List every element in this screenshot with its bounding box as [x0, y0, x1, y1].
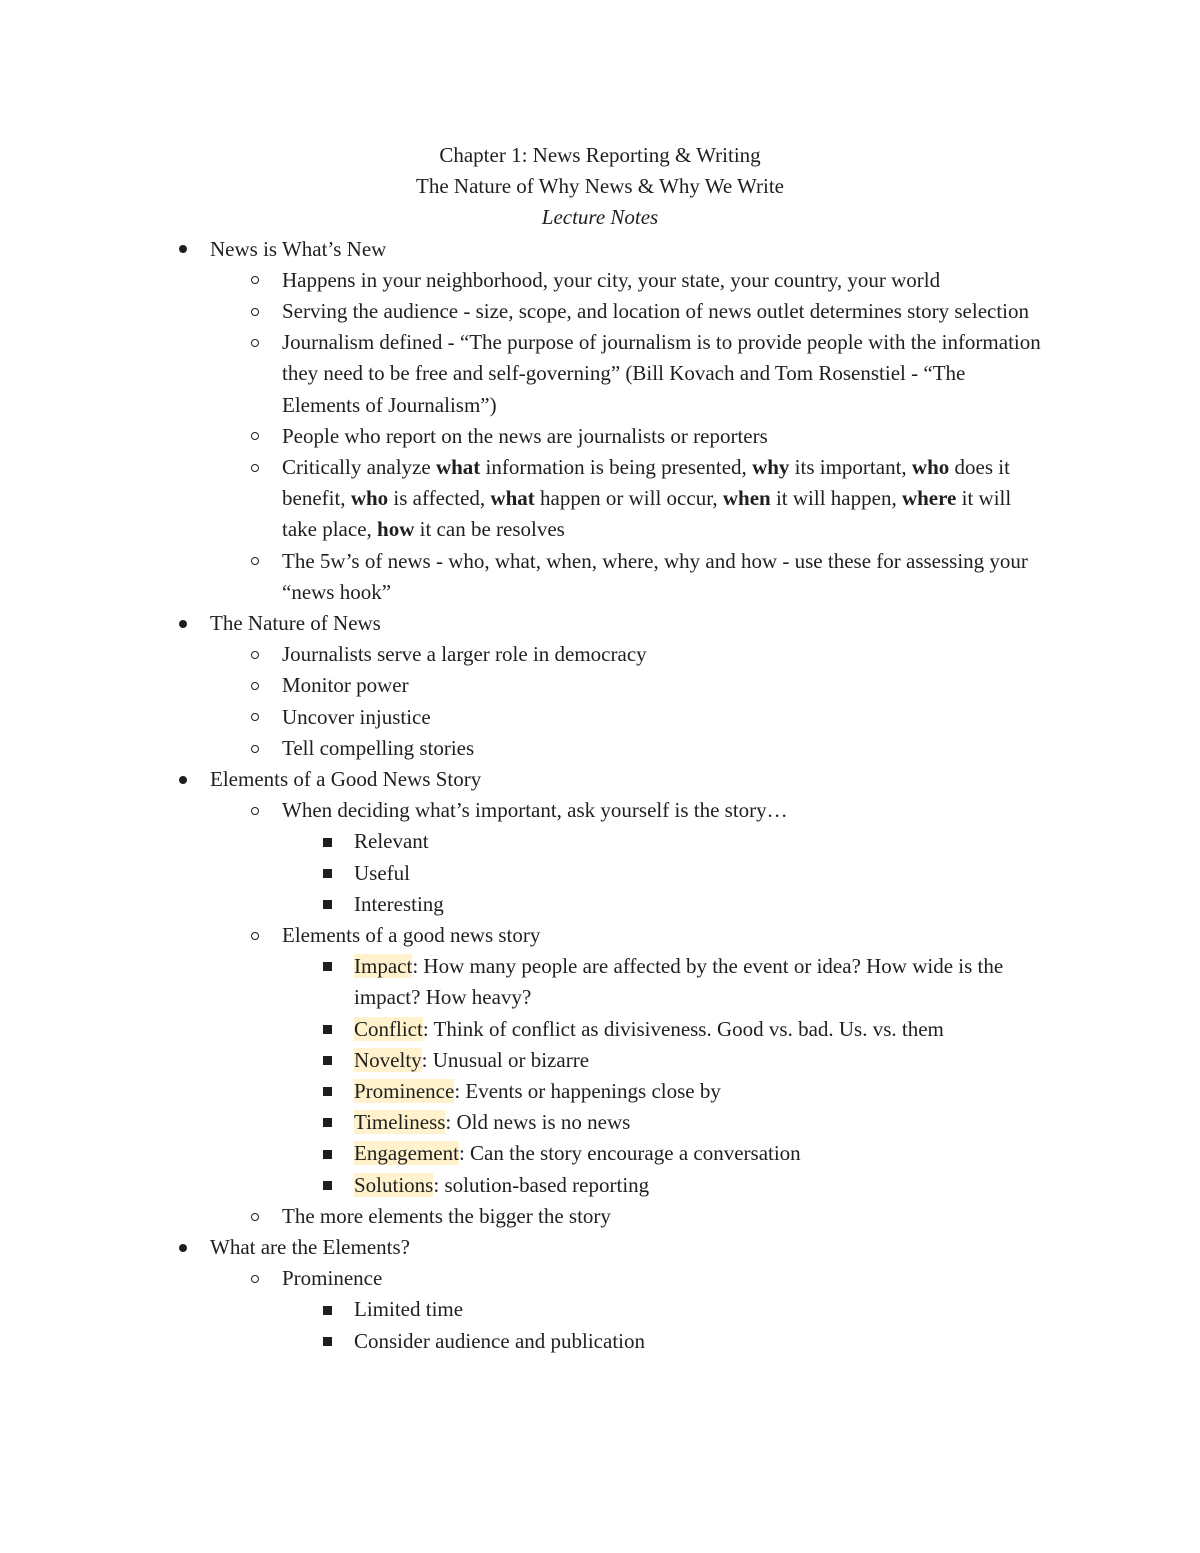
sub-list	[210, 1263, 1200, 1357]
square-bullet-icon	[320, 1294, 334, 1325]
sub-sub-list	[282, 826, 1200, 920]
element-item-novelty: Novelty: Unusual or bizarre	[282, 1045, 1200, 1076]
list-item: Serving the audience - size, scope, and location of news outlet determines story selection	[210, 296, 1200, 327]
square-bullet-icon	[320, 1170, 334, 1201]
sub-list	[210, 639, 1200, 764]
square-bullet-icon	[320, 1138, 334, 1169]
list-item: Uncover injustice	[210, 702, 1200, 733]
highlighted-term: Impact	[354, 954, 413, 979]
highlighted-term: Prominence	[354, 1079, 455, 1104]
list-item: Happens in your neighborhood, your city, your state, your country, your world	[210, 265, 1200, 296]
hollow-bullet-icon	[248, 452, 262, 483]
section-nature-of-news	[0, 608, 1200, 764]
hollow-bullet-icon	[248, 296, 262, 327]
list-item: Elements of a good news story Impact: How many people are affected by the event or idea? How wide is the impact? How heavy? Conflict: Think of conflict as divisiveness. Good vs. bad. Us. vs. them Novelty: Unusual or bizarre Prominence: Events or happenings close by Timeliness: Old news is no news Engagement: Can the story encourage a conversation Solutions: solution-based reporting	[210, 920, 1200, 1201]
square-bullet-icon	[320, 1014, 334, 1045]
filled-bullet-icon	[176, 608, 190, 639]
list-item: Journalism defined - “The purpose of journalism is to provide people with the information they need to be free and self-governing” (Bill Kovach and Tom Rosenstiel - “The Elements of Journalism”)	[210, 327, 1200, 421]
element-item-prominence: Prominence: Events or happenings close by	[282, 1076, 1200, 1107]
section-elements-good-story	[0, 764, 1200, 1232]
hollow-bullet-icon	[248, 795, 262, 826]
filled-bullet-icon	[176, 1232, 190, 1263]
title-block	[0, 140, 1200, 234]
highlighted-term: Novelty	[354, 1047, 422, 1072]
highlighted-term: Conflict	[354, 1016, 423, 1041]
element-item-timeliness: Timeliness: Old news is no news	[282, 1107, 1200, 1138]
list-item: Useful	[282, 858, 1200, 889]
element-item-engagement: Engagement: Can the story encourage a conversation	[282, 1138, 1200, 1169]
hollow-bullet-icon	[248, 265, 262, 296]
list-item: The more elements the bigger the story	[210, 1201, 1200, 1232]
sub-list	[210, 265, 1200, 608]
filled-bullet-icon	[176, 234, 190, 265]
section-what-are-elements	[0, 1232, 1200, 1357]
document-subtitle: The Nature of Why News & Why We Write	[416, 174, 784, 199]
square-bullet-icon	[320, 1326, 334, 1357]
list-item: Limited time	[282, 1294, 1200, 1325]
square-bullet-icon	[320, 1076, 334, 1107]
section-heading: The Nature of News	[210, 611, 381, 635]
list-item: When deciding what’s important, ask yourself is the story… Relevant Useful Interesting	[210, 795, 1200, 920]
list-item: People who report on the news are journalists or reporters	[210, 421, 1200, 452]
list-item: Tell compelling stories	[210, 733, 1200, 764]
hollow-bullet-icon	[248, 702, 262, 733]
document-page	[0, 140, 1200, 1357]
square-bullet-icon	[320, 826, 334, 857]
list-item: Journalists serve a larger role in democracy	[210, 639, 1200, 670]
square-bullet-icon	[320, 1107, 334, 1138]
hollow-bullet-icon	[248, 639, 262, 670]
filled-bullet-icon	[176, 764, 190, 795]
section-heading: News is What’s New	[210, 236, 387, 261]
highlighted-term: Solutions	[354, 1172, 434, 1197]
hollow-bullet-icon	[248, 670, 262, 701]
square-bullet-icon	[320, 951, 334, 982]
hollow-bullet-icon	[248, 546, 262, 577]
list-item: Monitor power	[210, 670, 1200, 701]
square-bullet-icon	[320, 889, 334, 920]
list-item: Consider audience and publication	[282, 1326, 1200, 1357]
list-item: The 5w’s of news - who, what, when, where, why and how - use these for assessing your “news hook”	[210, 546, 1200, 608]
sub-sub-list	[282, 1294, 1200, 1356]
hollow-bullet-icon	[248, 733, 262, 764]
section-heading: Elements of a Good News Story	[210, 767, 482, 792]
element-item-impact: Impact: How many people are affected by the event or idea? How wide is the impact? How heavy?	[282, 951, 1200, 1013]
hollow-bullet-icon	[248, 1263, 262, 1294]
highlighted-term: Engagement	[354, 1141, 459, 1166]
hollow-bullet-icon	[248, 327, 262, 358]
square-bullet-icon	[320, 1045, 334, 1076]
highlighted-term: Timeliness	[354, 1110, 446, 1135]
document-label: Lecture Notes	[541, 205, 659, 230]
sub-list	[210, 795, 1200, 1232]
section-heading: What are the Elements?	[210, 1235, 410, 1260]
document-title: Chapter 1: News Reporting & Writing	[439, 143, 761, 167]
hollow-bullet-icon	[248, 421, 262, 452]
hollow-bullet-icon	[248, 920, 262, 951]
list-item: Relevant	[282, 826, 1200, 857]
list-item: Interesting	[282, 889, 1200, 920]
element-item-conflict: Conflict: Think of conflict as divisiveness. Good vs. bad. Us. vs. them	[282, 1014, 1200, 1045]
section-news-is-whats-new	[0, 234, 1200, 608]
hollow-bullet-icon	[248, 1201, 262, 1232]
list-item-analyze: Critically analyze what information is being presented, why its important, who does it benefit, who is affected, what happen or will occur, when it will happen, where it will take place, how it can be resolves	[210, 452, 1200, 546]
outline-list	[0, 234, 1200, 1357]
list-item: Prominence Limited time Consider audience and publication	[210, 1263, 1200, 1357]
element-item-solutions: Solutions: solution-based reporting	[282, 1170, 1200, 1201]
square-bullet-icon	[320, 858, 334, 889]
elements-list	[282, 951, 1200, 1201]
